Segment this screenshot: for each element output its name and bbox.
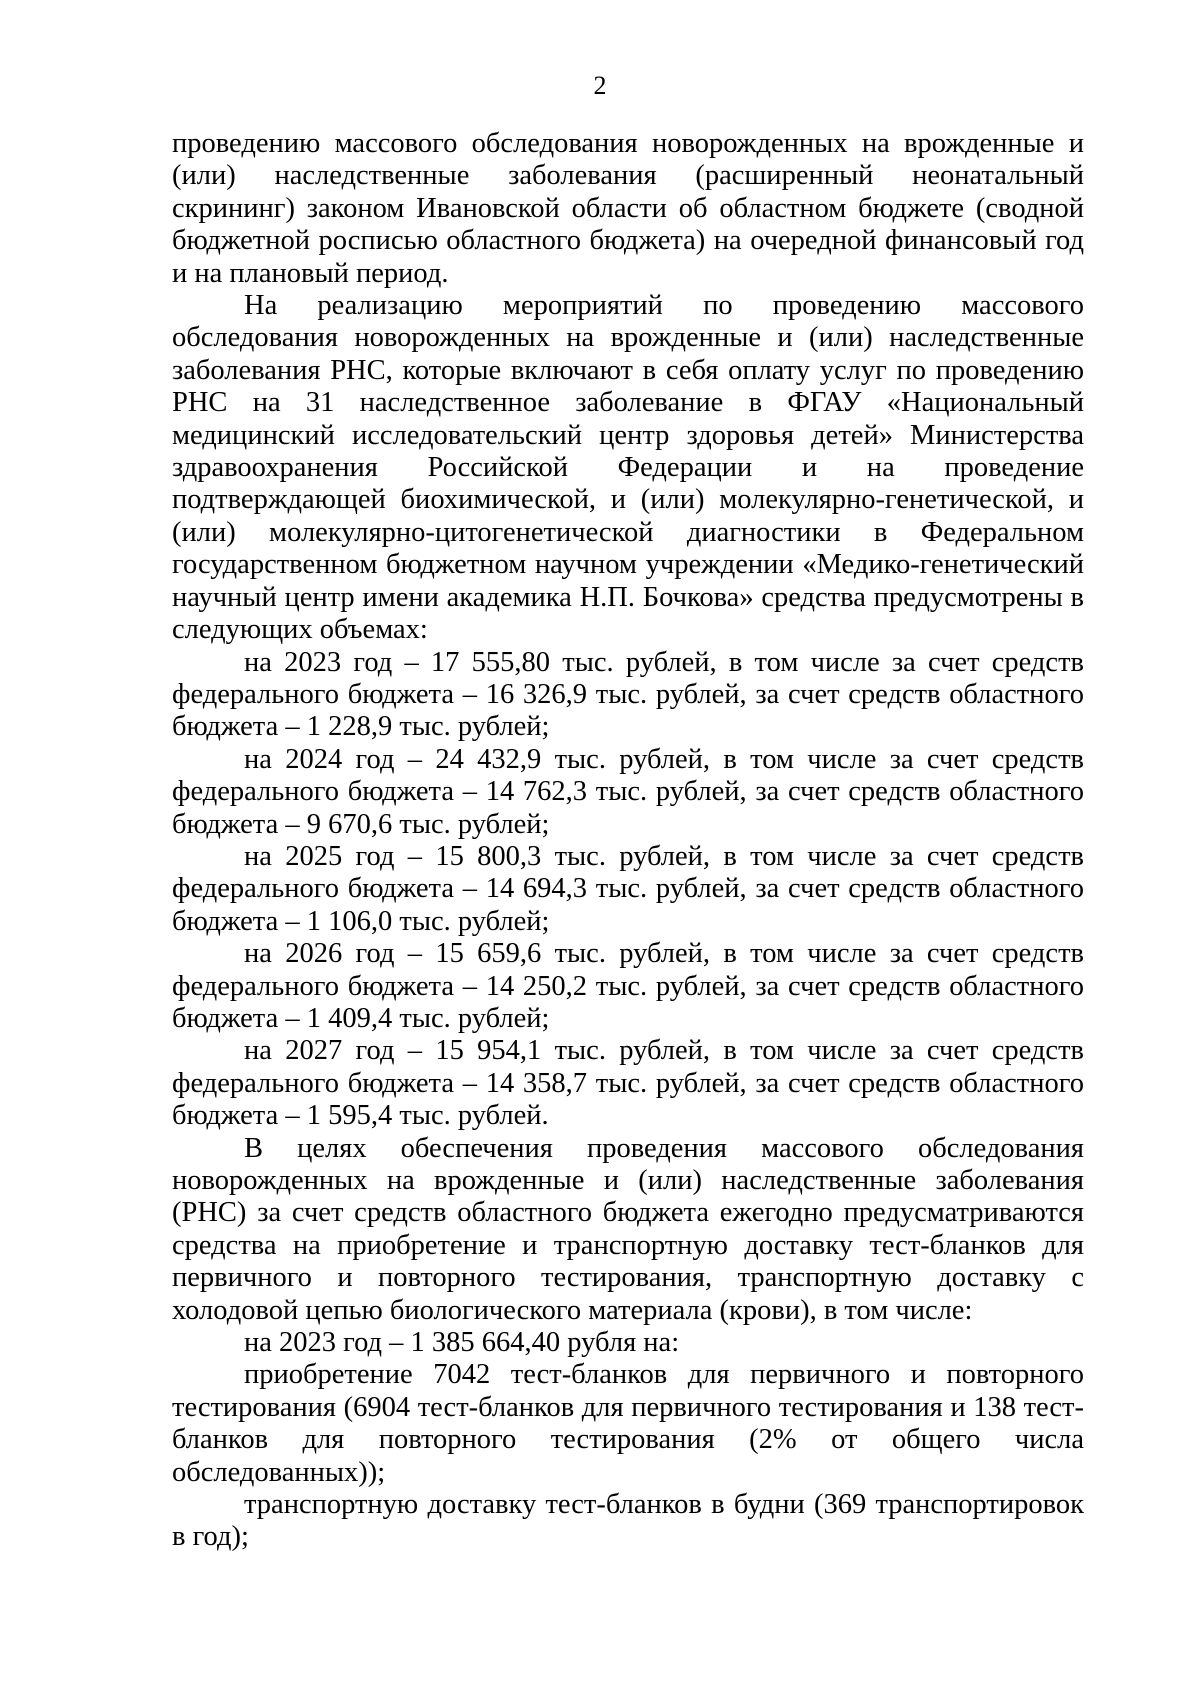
paragraph-continuation: проведению массового обследования новорожденных на врожденные и (или) наследственные заболевания (расширенный неонатальный скрининг) законом Ивановской области об областном бюджете (сводной бюджетной росписью областного бюджета) на очередной финансовый год и на плановый период. [172, 128, 1084, 289]
paragraph-regional-budget: В целях обеспечения проведения массового обследования новорожденных на врожденные и (или) наследственные заболевания (РНС) за счет средств областного бюджета ежегодно предусматриваются средства на приобретение и транспортную доставку тест-бланков для первичного и повторного тестирования, транспортную доставку с холодовой цепью биологического материала (крови), в том числе: [172, 1132, 1084, 1326]
document-body [172, 128, 1084, 1554]
paragraph-funding-2026: на 2026 год – 15 659,6 тыс. рублей, в том числе за счет средств федерального бюджета – 14 250,2 тыс. рублей, за счет средств областного бюджета – 1 409,4 тыс. рублей; [172, 938, 1084, 1034]
paragraph-2023-total: на 2023 год – 1 385 664,40 рубля на: [244, 1327, 680, 1359]
paragraph-funding-2023: на 2023 год – 17 555,80 тыс. рублей, в том числе за счет средств федерального бюджета – 16 326,9 тыс. рублей, за счет средств областного бюджета – 1 228,9 тыс. рублей; [172, 646, 1084, 743]
paragraph-funding-2025: на 2025 год – 15 800,3 тыс. рублей, в том числе за счет средств федерального бюджета – 14 694,3 тыс. рублей, за счет средств областного бюджета – 1 106,0 тыс. рублей; [172, 840, 1084, 937]
page-number: 2 [593, 71, 607, 100]
paragraph-test-forms-purchase: приобретение 7042 тест-бланков для первичного и повторного тестирования (6904 тест-бланков для первичного тестирования и 138 тест-бланков для повторного тестирования (2% от общего числа обследованных)); [172, 1359, 1084, 1488]
paragraph-funding-2024: на 2024 год – 24 432,9 тыс. рублей, в том числе за счет средств федерального бюджета – 14 762,3 тыс. рублей, за счет средств областного бюджета – 9 670,6 тыс. рублей; [172, 743, 1084, 840]
paragraph-funding-intro: На реализацию мероприятий по проведению массового обследования новорожденных на врожденные и (или) наследственные заболевания РНС, которые включают в себя оплату услуг по проведению РНС на 31 наследственное заболевание в ФГАУ «Национальный медицинский исследовательский центр здоровья детей» Министерства здравоохранения Российской Федерации и на проведение подтверждающей биохимической, и (или) молекулярно-генетической, и (или) молекулярно-цитогенетической диагностики в Федеральном государственном бюджетном научном учреждении «Медико-генетический научный центр имени академика Н.П. Бочкова» средства предусмотрены в следующих объемах: [172, 290, 1084, 646]
paragraph-funding-2027: на 2027 год – 15 954,1 тыс. рублей, в том числе за счет средств федерального бюджета – 14 358,7 тыс. рублей, за счет средств областного бюджета – 1 595,4 тыс. рублей. [172, 1035, 1084, 1132]
paragraph-transport-delivery: транспортную доставку тест-бланков в будни (369 транспортировок в год); [172, 1489, 1084, 1553]
